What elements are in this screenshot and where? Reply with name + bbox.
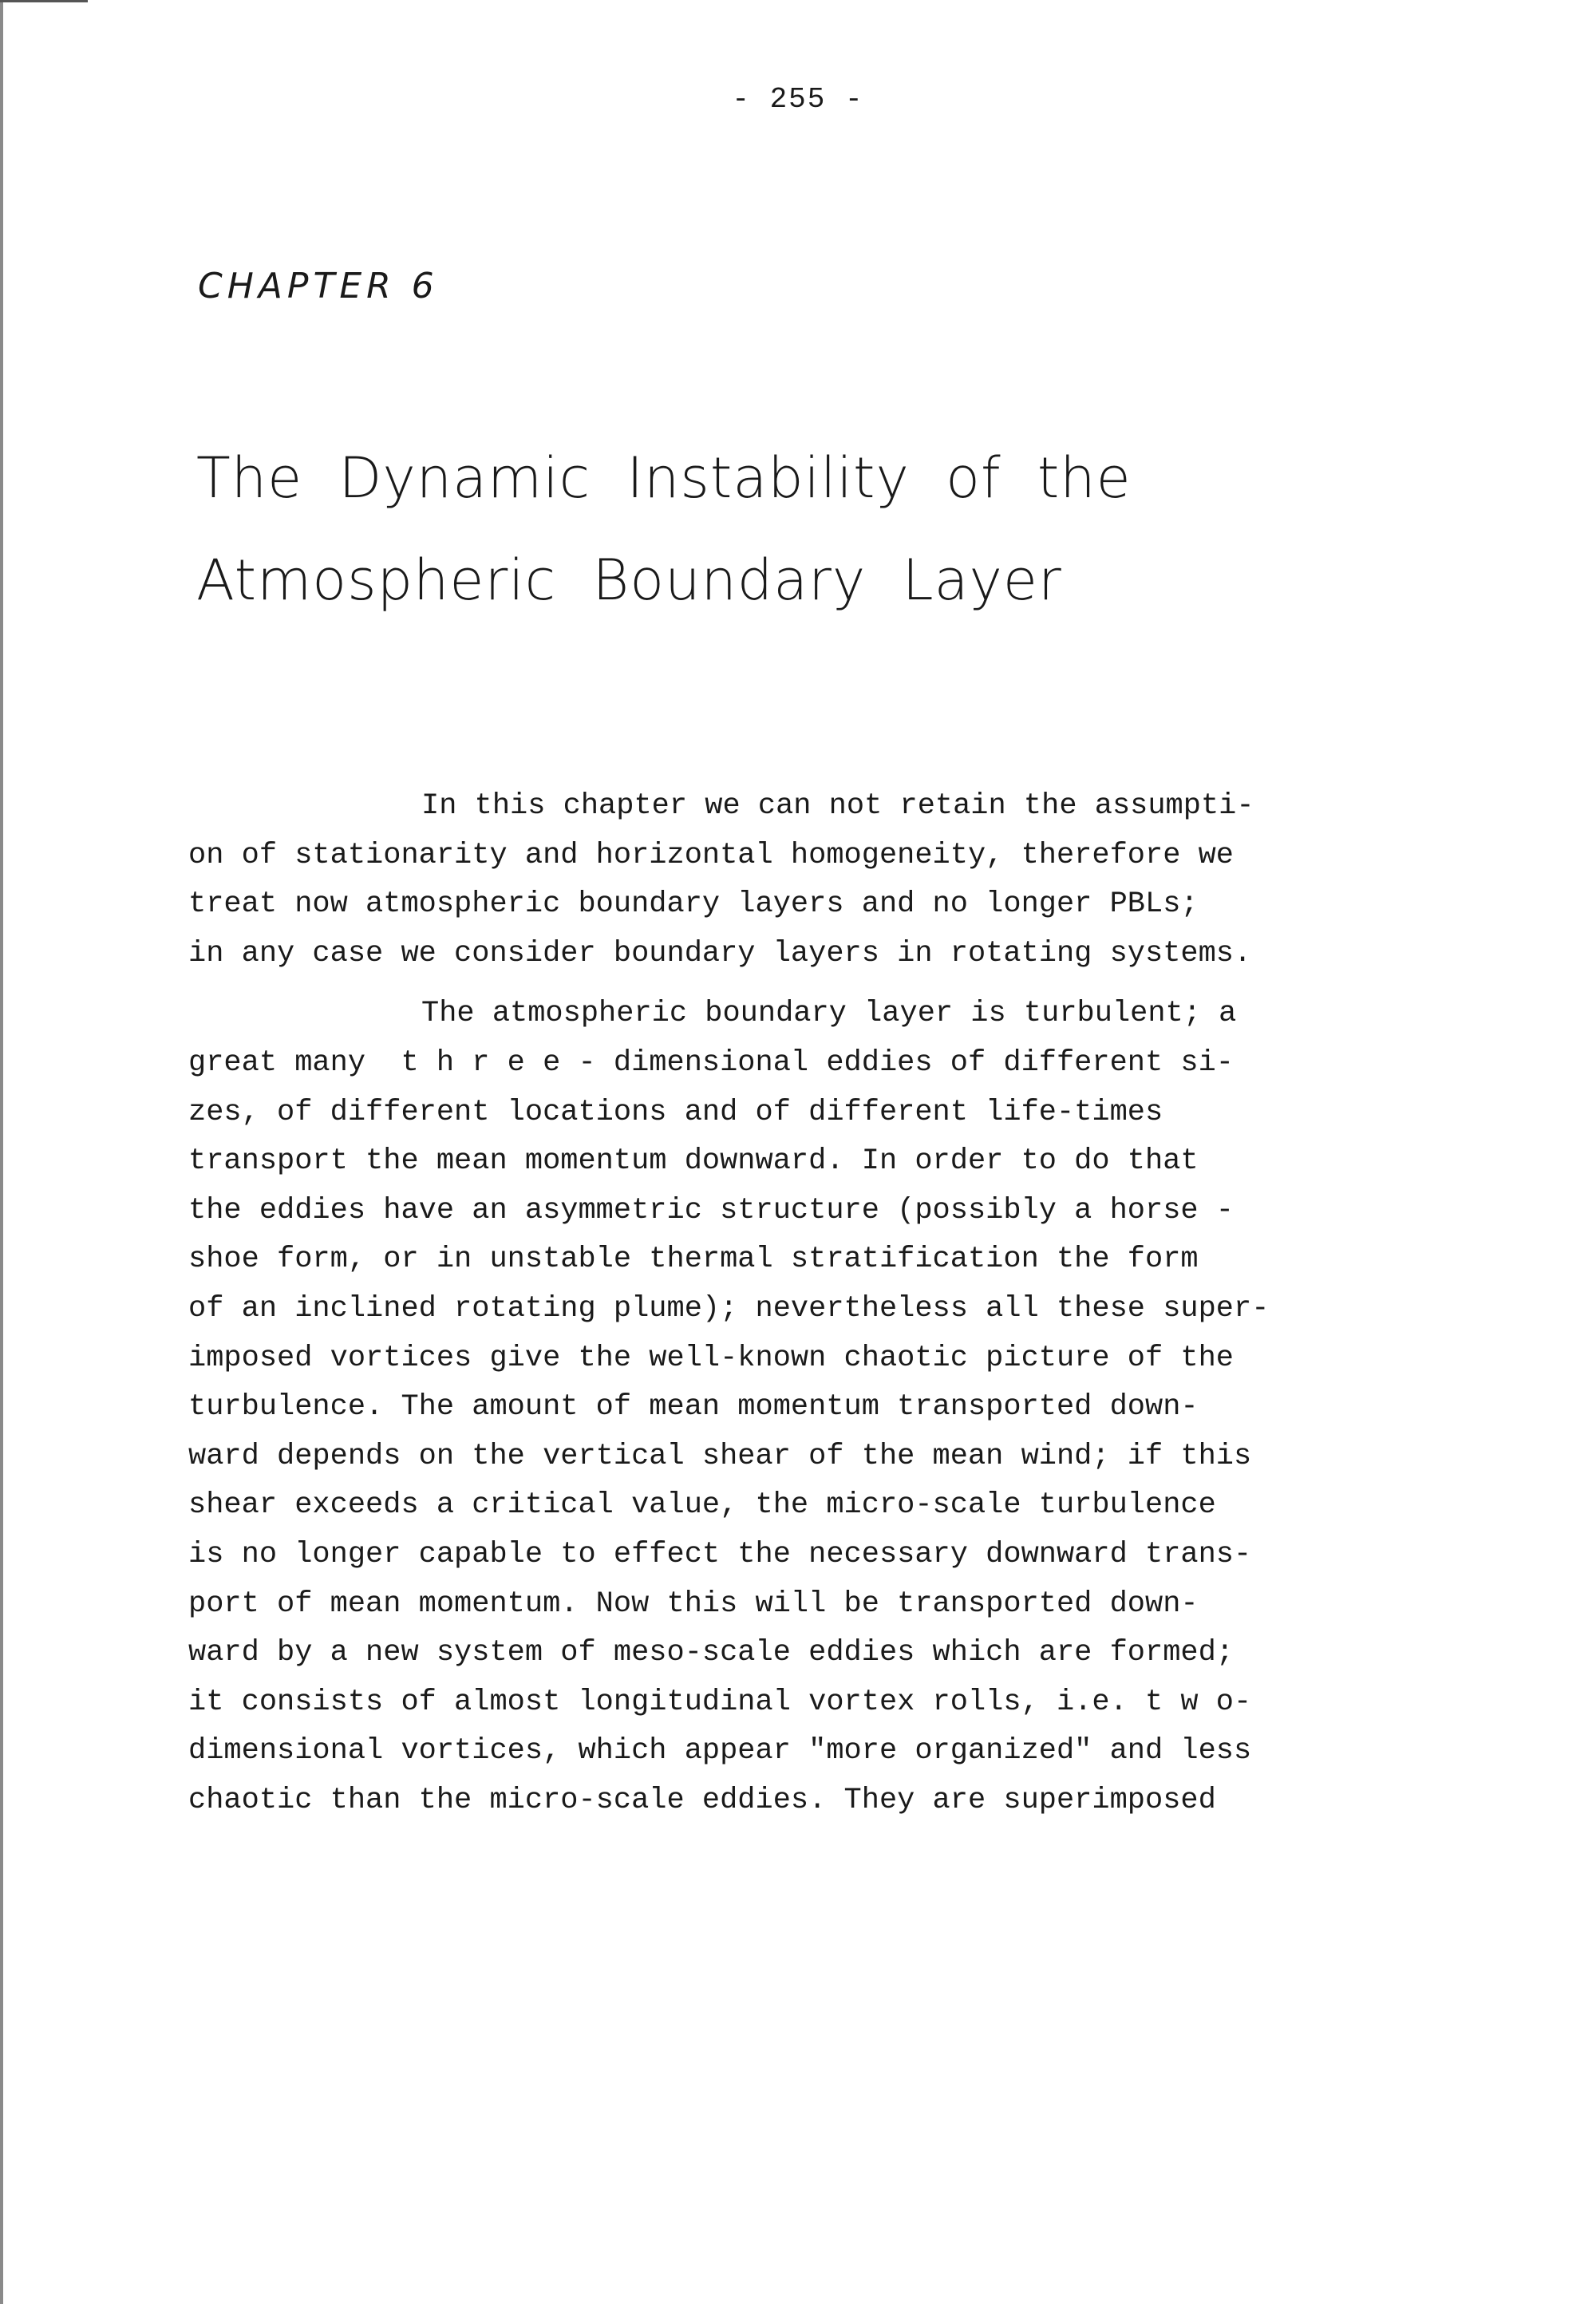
text-line: ward by a new system of meso-scale eddies which are formed; xyxy=(188,1636,1235,1670)
paragraph-intro xyxy=(188,782,1433,978)
text-line: imposed vortices give the well-known chaotic picture of the xyxy=(188,1341,1235,1375)
chapter-label: CHAPTER 6 xyxy=(198,266,439,306)
text-line: the eddies have an asymmetric structure (possibly a horse - xyxy=(188,1193,1235,1227)
text-line: great many t h r e e - dimensional eddies of different si- xyxy=(188,1045,1235,1080)
text-line: In this chapter we can not retain the assumpti- xyxy=(421,789,1254,823)
text-line: zes, of different locations and of different life-times xyxy=(188,1095,1163,1129)
text-line: chaotic than the micro-scale eddies. They are superimposed xyxy=(188,1783,1216,1817)
chapter-title-line: The Dynamic Instability of the xyxy=(196,445,1132,511)
paragraph-turbulence xyxy=(188,990,1433,1825)
scan-edge-top xyxy=(0,0,88,2)
text-line: ward depends on the vertical shear of the mean wind; if this xyxy=(188,1439,1252,1473)
text-line: in any case we consider boundary layers in rotating systems. xyxy=(188,936,1252,970)
chapter-title xyxy=(196,427,1393,631)
text-line: shear exceeds a critical value, the micro-scale turbulence xyxy=(188,1488,1216,1523)
text-line: shoe form, or in unstable thermal stratification the form xyxy=(188,1243,1199,1277)
text-line: treat now atmospheric boundary layers and no longer PBLs; xyxy=(188,887,1199,922)
chapter-title-line: Atmospheric Boundary Layer xyxy=(196,547,1062,613)
text-line: on of stationarity and horizontal homogeneity, therefore we xyxy=(188,838,1235,872)
text-line: The atmospheric boundary layer is turbulent; a xyxy=(421,997,1237,1031)
page-number: - 255 - xyxy=(732,83,864,116)
text-line: it consists of almost longitudinal vortex rolls, i.e. t w o- xyxy=(188,1685,1252,1719)
text-line: port of mean momentum. Now this will be transported down- xyxy=(188,1587,1199,1621)
scan-edge-left xyxy=(0,0,3,2304)
text-line: turbulence. The amount of mean momentum transported down- xyxy=(188,1390,1199,1425)
text-line: transport the mean momentum downward. In order to do that xyxy=(188,1144,1199,1179)
text-line: dimensional vortices, which appear "more organized" and less xyxy=(188,1734,1252,1769)
text-line: of an inclined rotating plume); nevertheless all these super- xyxy=(188,1291,1270,1326)
text-line: is no longer capable to effect the necessary downward trans- xyxy=(188,1537,1252,1571)
body-text xyxy=(188,782,1433,1825)
